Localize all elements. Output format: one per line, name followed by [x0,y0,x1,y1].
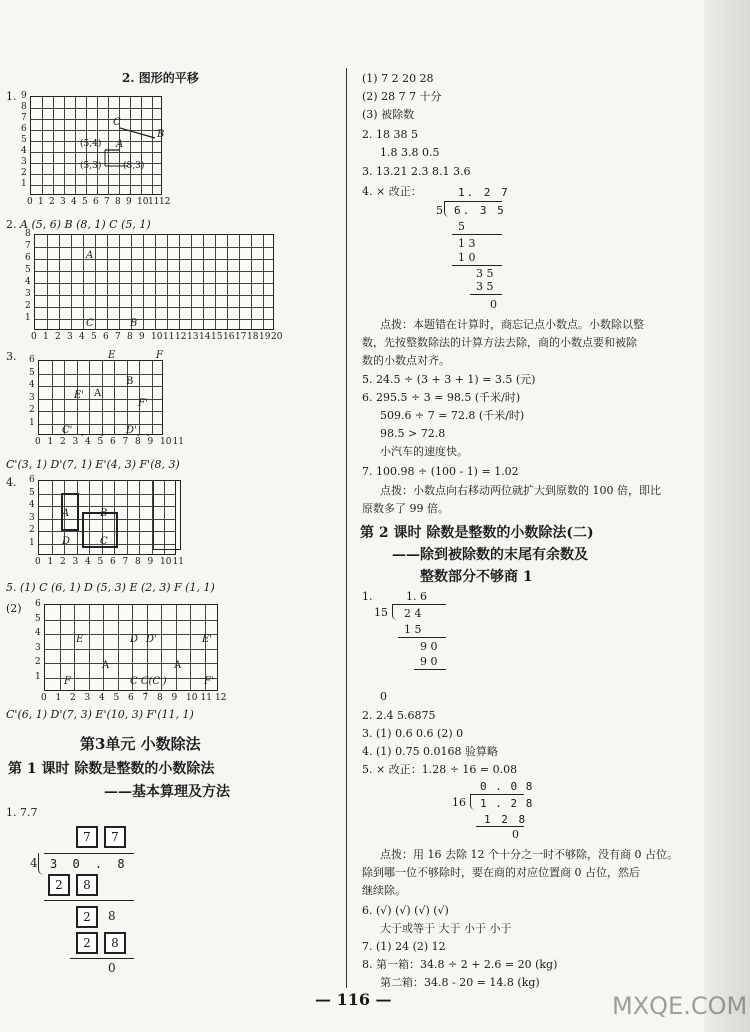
r-q6d: 小汽车的速度快。 [380,445,468,458]
r-q6y: 大于或等于 大于 小于 小于 [380,922,512,935]
y-tick-label: 4 [29,380,35,390]
note3-c: 继续除。 [362,884,406,897]
grid-line-v [119,235,120,329]
ld1-line2 [452,265,502,266]
x-tick-label: 6 [110,557,116,567]
x-tick-label: 6 [110,437,116,447]
ld3-bar [470,794,524,795]
x-tick-label: 19 [259,332,271,342]
grid-line-h [45,649,217,650]
y-tick-label: 6 [29,355,35,365]
q2-label-a: A [86,250,94,261]
grid-line-h [45,620,217,621]
y-tick-label: 3 [29,392,35,403]
note2-b: 原数多了 99 倍。 [362,502,449,515]
grid-line-h [35,283,273,284]
x-tick-label: 16 [223,332,235,342]
x-tick-label: 12 [159,197,171,207]
watermark: MXQE.COM [612,992,748,1020]
q4-label-c: C [100,536,108,547]
y-tick-label: 6 [29,475,35,485]
y-tick-label: 2 [35,657,41,667]
grid-line-v [71,235,72,329]
div-rem: 0 [108,961,116,975]
ld3-s1: 1 2 8 [484,813,528,826]
x-tick-label: 4 [71,197,77,207]
r-q1-label: 1. [362,590,373,603]
x-tick-label: 0 [35,557,41,567]
note1-b: 数，先按整数除法的计算方法去除，商的小数点要和被除 [362,336,637,349]
grid-line-h [39,386,162,387]
x-tick-label: 3 [67,332,73,342]
x-tick-label: 10 [160,437,172,447]
grid-line-v [107,235,108,329]
grid-line-v [227,235,228,329]
ld2-divisor: 15 [374,606,388,619]
ld2-s2: 9 0 [420,640,438,653]
q3-answer: C'(3, 1) D'(7, 1) E'(4, 3) F'(8, 3) [6,458,180,471]
x-tick-label: 12 [175,332,187,342]
x-tick-label: 7 [115,332,121,342]
x-tick-label: 7 [104,197,110,207]
x-tick-label: 3 [72,437,79,447]
y-tick-label: 3 [29,512,35,523]
x-tick-label: 10 [151,332,163,342]
ld1-divisor: 5 [436,204,443,217]
y-tick-label: 6 [25,253,31,263]
grid-line-v [179,235,180,329]
grid-line-v [155,235,156,329]
grid-line-v [95,235,96,329]
y-tick-label: 2 [25,301,31,311]
x-tick-label: 1 [43,332,49,342]
grid-line-v [47,235,48,329]
r-q3b: 3. (1) 0.6 0.6 (2) 0 [362,727,464,740]
grid-line-h [35,247,273,248]
q3-label-b: B [126,376,134,387]
r-line-1: (1) 7 2 20 28 [362,72,434,85]
x-tick-label: 4 [85,557,91,567]
y-tick-label: 1 [35,671,41,682]
y-tick-label: 5 [21,135,27,145]
y-tick-label: 2 [21,168,27,178]
ld2-quotient: 1. 6 [406,590,427,603]
r-line-5: 1.8 3.8 0.5 [380,146,440,159]
note3-b: 除到哪一位不够除时，要在商的对应位置商 0 占位，然后 [362,866,640,879]
y-tick-label: 7 [21,113,27,123]
lesson2-sub2: 整数部分不够商 1 [420,569,533,585]
x-tick-label: 10 [137,197,149,207]
div-divisor: 4 [30,856,38,870]
x-tick-label: 9 [147,437,154,447]
y-tick-label: 5 [35,613,41,624]
q5-label-ep: E' [202,634,213,645]
x-tick-label: 12 [215,693,227,703]
q3-label-e: E [108,350,116,361]
ld2-s3: 9 0 [420,655,438,668]
y-tick-label: 1 [21,179,27,189]
q2-label-b: B [130,318,138,329]
ld1-s1: 5 [458,220,465,233]
x-tick-label: 2 [60,437,66,447]
q4-label-a: A [62,508,70,519]
q4-label: 4. [6,476,17,489]
q5-label-cc: C C(C') [130,676,167,687]
note1-c: 数的小数点对齐。 [362,354,450,367]
x-tick-label: 6 [128,693,134,703]
y-tick-label: 6 [35,599,41,609]
r-q5: 5. 24.5 ÷ (3 + 3 + 1) = 3.5 (元) [362,373,536,386]
x-tick-label: 18 [247,332,259,342]
ld3-line [476,826,524,827]
x-tick-label: 5 [82,197,88,207]
r-q6a: 6. 295.5 ÷ 3 = 98.5 (千米/时) [362,391,521,404]
y-tick-label: 3 [35,642,41,653]
x-tick-label: 1 [47,437,54,447]
x-tick-label: 7 [122,437,129,447]
x-tick-label: 11 [200,693,212,703]
ld2-line2 [414,669,446,670]
r-line-4: 2. 18 38 5 [362,128,418,141]
x-tick-label: 2 [49,197,55,207]
grid-line-v [167,235,168,329]
x-tick-label: 11 [163,332,175,342]
x-tick-label: 5 [91,332,97,342]
note3-a: 点拨：用 16 去除 12 个十分之一时不够除，没有商 0 占位。 [380,848,678,861]
r-q6x: 6. (√) (√) (√) (√) [362,904,449,917]
box-r1: 2 [48,874,70,896]
q3-label-f: F [156,350,163,361]
x-tick-label: 5 [113,693,120,703]
r-line-7: 4. × 改正： [362,185,422,198]
ld2-rem: 0 [380,690,387,703]
y-tick-label: 4 [35,628,41,638]
y-tick-label: 9 [21,91,27,101]
r-line-6: 3. 13.21 2.3 8.1 3.6 [362,165,471,178]
y-tick-label: 3 [25,289,31,299]
r-q7: 7. 100.98 ÷ (100 - 1) = 1.02 [362,465,519,478]
ld1-s5: 3 5 [476,280,494,293]
x-tick-label: 3 [72,557,79,567]
ld3-quotient: 0 . 0 8 [480,780,534,793]
q1-label-a: A [116,139,124,150]
lesson2-title: 第 2 课时 除数是整数的小数除法(二) [360,525,594,541]
box-q2: 7 [104,826,126,848]
q3-label-a: A [94,388,102,399]
div-line-2 [70,958,134,959]
x-tick-label: 0 [35,437,41,447]
y-tick-label: 6 [21,124,27,134]
y-tick-label: 5 [29,487,35,498]
q1-label-c: C [113,117,121,128]
ld2-dividend: 2 4 [404,607,422,620]
grid-line-v [263,235,264,329]
y-tick-label: 8 [21,102,27,112]
r-q4b: 4. (1) 0.75 0.0168 验算略 [362,745,499,758]
x-tick-label: 11 [172,437,184,447]
x-tick-label: 4 [99,693,105,703]
q2-coords: A (5, 6) B (8, 1) C (5, 1) [20,218,151,231]
x-tick-label: 0 [31,332,37,342]
x-tick-label: 0 [41,693,47,703]
grid-line-h [39,424,162,425]
q3-label-ep: E' [74,390,85,401]
grid-line-h [35,271,273,272]
x-tick-label: 7 [122,557,129,567]
lesson1-title: 第 1 课时 除数是整数的小数除法 [8,761,215,777]
note1-a: 点拨：本题错在计算时，商忘记点小数点。小数除以整 [380,318,644,331]
ld3-bracket [470,794,476,810]
x-tick-label: 3 [84,693,91,703]
ld2-s1: 1 5 [404,623,422,636]
q5-line1: 5. (1) C (6, 1) D (5, 3) E (2, 3) F (1, 1) [6,581,215,594]
q4-rect-c [153,480,181,550]
ld2-bracket [392,604,398,620]
q5-label-a2: A [174,660,182,671]
x-tick-label: 1 [47,557,54,567]
x-tick-label: 2 [55,332,61,342]
ld1-s6: 0 [490,298,497,311]
ld1-bar [444,201,502,202]
y-tick-label: 8 [25,229,31,239]
y-tick-label: 5 [29,367,35,378]
x-tick-label: 8 [135,557,141,567]
x-tick-label: 17 [235,332,247,342]
x-tick-label: 9 [126,197,132,207]
y-tick-label: 2 [29,405,35,415]
ld1-quotient: 1. 2 7 [458,186,510,199]
r-q2b: 2. 2.4 5.6875 [362,709,436,722]
q1-label: 1. [6,90,17,103]
x-tick-label: 4 [85,437,91,447]
r-q6b: 509.6 ÷ 7 = 72.8 (千米/时) [380,409,525,422]
x-tick-label: 1 [38,197,44,207]
q5-label-e: E [76,634,84,645]
lesson1-subtitle: ——基本算理及方法 [104,784,230,800]
x-tick-label: 5 [97,557,104,567]
r-line-2: (2) 28 7 7 十分 [362,90,442,103]
grid-line-v [251,235,252,329]
div-r3: 8 [108,909,116,923]
q1-label-53: (5,3) [80,161,102,171]
q5-label-d: D [130,634,139,645]
r-q5b: 5. × 改正：1.28 ÷ 16 = 0.08 [362,763,518,776]
y-tick-label: 7 [25,241,31,251]
grid-q2 [34,234,274,330]
r-q7x: 7. (1) 24 (2) 12 [362,940,446,953]
q2-label-c: C [86,318,94,329]
ld3-divisor: 16 [452,796,466,809]
ld1-s4: 3 5 [476,267,494,280]
x-tick-label: 13 [187,332,199,342]
x-tick-label: 20 [271,332,283,342]
ld3-dividend: 1 . 2 8 [480,797,534,810]
ld3-rem: 0 [512,828,519,841]
q5-answer: C'(6, 1) D'(7, 3) E'(10, 3) F'(11, 1) [6,708,194,721]
y-tick-label: 5 [25,265,31,275]
q3-label-fp: F' [138,398,148,409]
ld1-line3 [470,294,502,295]
y-tick-label: 1 [29,537,35,548]
r-q8a: 8. 第一箱：34.8 ÷ 2 + 2.6 = 20 (kg) [362,958,558,971]
page-number: — 116 — [315,990,392,1009]
y-tick-label: 4 [21,146,27,156]
y-tick-label: 4 [29,500,35,510]
box-q1: 7 [76,826,98,848]
r-line-3: (3) 被除数 [362,108,415,121]
q1-label-54: (5,4) [80,139,102,149]
q5-sub2: (2) [6,602,22,615]
y-tick-label: 1 [29,417,35,428]
q2-label: 2. [6,218,17,231]
x-tick-label: 4 [79,332,85,342]
x-tick-label: 8 [135,437,141,447]
x-tick-label: 3 [60,197,66,207]
x-tick-label: 14 [199,332,211,342]
q1-label-b: B [157,129,165,140]
lesson2-sub1: ——除到被除数的末尾有余数及 [392,547,588,563]
ld1-line1 [452,234,502,235]
x-tick-label: 1 [55,693,62,703]
q1-label-83: (8,3) [123,161,145,171]
ld1-bracket [444,201,450,217]
box-r4b: 8 [104,932,126,954]
unit-title: 第3单元 小数除法 [80,735,201,753]
grid-line-h [35,295,273,296]
div-dividend: 3 0 . 8 [50,857,129,871]
grid-line-h [39,374,162,375]
x-tick-label: 8 [115,197,121,207]
x-tick-label: 8 [157,693,163,703]
box-r4a: 2 [76,932,98,954]
x-tick-label: 7 [142,693,149,703]
x-tick-label: 5 [97,437,104,447]
x-tick-label: 9 [147,557,154,567]
grid-line-h [35,307,273,308]
q-1-77: 1. 7.7 [6,806,38,819]
r-q8b: 第二箱：34.8 - 20 = 14.8 (kg) [380,976,540,989]
div-bar [44,853,134,854]
q5-label-a: A [102,660,110,671]
x-tick-label: 2 [60,557,66,567]
x-tick-label: 11 [172,557,184,567]
q3-label: 3. [6,350,17,363]
y-tick-label: 3 [21,157,27,167]
ld1-s3: 1 0 [458,251,476,264]
r-q6c: 98.5 > 72.8 [380,427,446,440]
grid-line-v [203,235,204,329]
q3-label-dp: D' [126,425,137,436]
x-tick-label: 6 [103,332,109,342]
x-tick-label: 11 [148,197,160,207]
box-r1b: 8 [76,874,98,896]
ld1-s2: 1 3 [458,237,476,250]
grid-line-v [191,235,192,329]
grid-line-h [35,319,273,320]
q5-label-dp: D' [146,634,157,645]
note2-a: 点拨：小数点向右移动两位就扩大到原数的 100 倍，即比 [380,484,661,497]
box-r2: 2 [76,906,98,928]
x-tick-label: 2 [70,693,76,703]
q5-label-fp: F' [204,676,214,687]
section-title: 2. 图形的平移 [122,71,199,85]
grid-line-v [215,235,216,329]
ld1-dividend: 6. 3 5 [454,204,506,217]
x-tick-label: 15 [211,332,223,342]
ld2-line1 [398,637,446,638]
div-bracket [38,853,46,875]
grid-line-h [39,411,162,412]
y-tick-label: 2 [29,525,35,535]
x-tick-label: 9 [139,332,145,342]
grid-line-h [45,663,217,664]
q4-label-d: D [62,536,71,547]
x-tick-label: 9 [171,693,178,703]
q3-label-cp: C' [62,425,73,436]
x-tick-label: 8 [127,332,133,342]
grid-line-h [35,259,273,260]
x-tick-label: 6 [93,197,99,207]
div-line-1 [44,900,134,901]
grid-line-v [143,235,144,329]
q5-label-f: F [64,676,71,687]
grid-line-v [83,235,84,329]
y-tick-label: 4 [25,277,31,287]
ld2-bar [392,604,446,605]
x-tick-label: 0 [27,197,33,207]
x-tick-label: 10 [160,557,172,567]
grid-line-v [131,235,132,329]
grid-line-v [239,235,240,329]
x-tick-label: 10 [186,693,198,703]
y-tick-label: 1 [25,313,31,323]
grid-line-v [59,235,60,329]
q4-label-b: B [100,508,108,519]
